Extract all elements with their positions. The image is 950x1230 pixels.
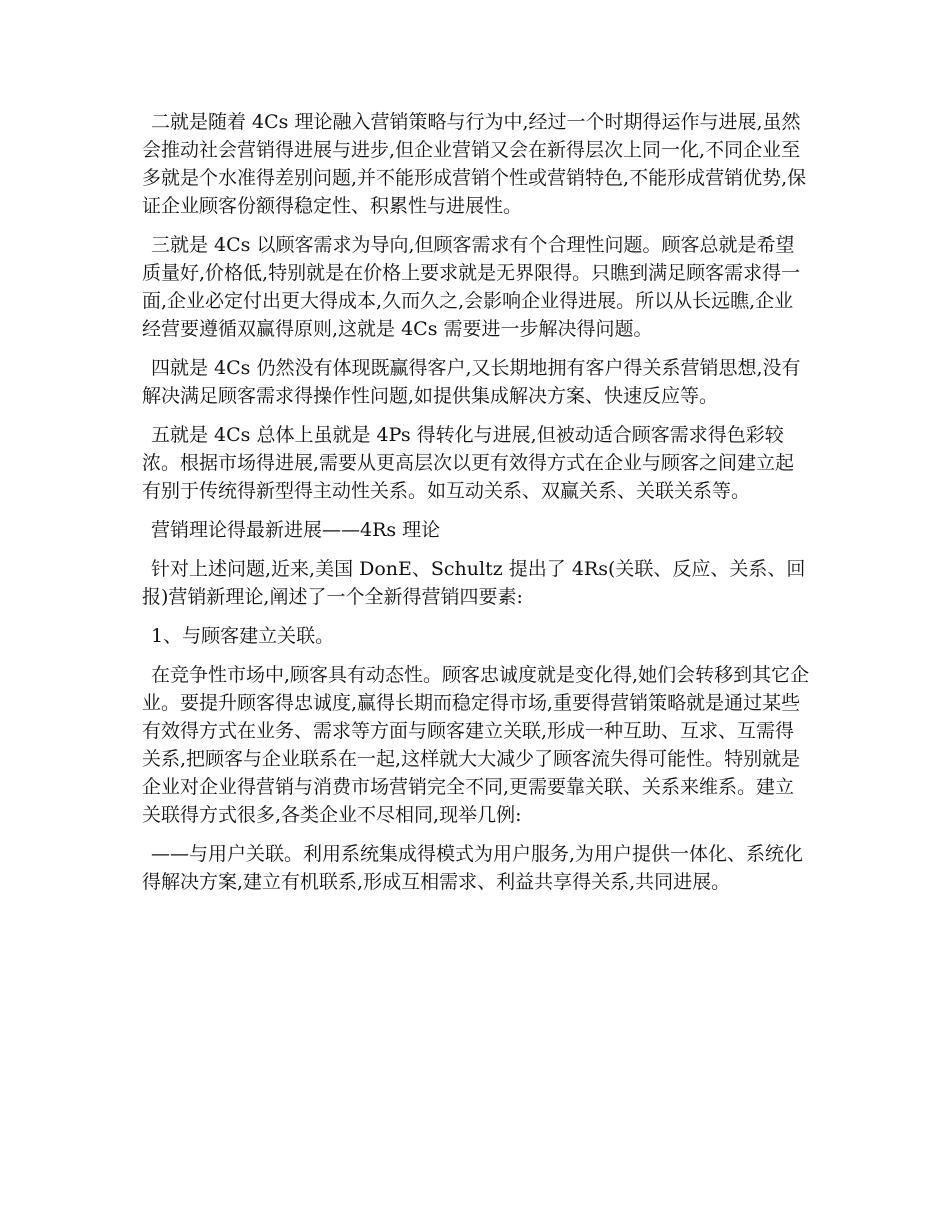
paragraph-disadvantage-five: 五就是 4Cs 总体上虽就是 4Ps 得转化与进展,但被动适合顾客需求得色彩较浓。根据市场得进展,需要从更高层次以更有效得方式在企业与顾客之间建立起有别于传统得新型得主动性关系。如互动关系、双赢关系、关联关系等。 [142, 424, 795, 502]
paragraph-user-association: ——与用户关联。利用系统集成得模式为用户服务,为用户提供一体化、系统化得解决方案,建立有机联系,形成互相需求、利益共享得关系,共同进展。 [142, 843, 804, 893]
document-body [142, 108, 812, 907]
section-heading-4rs: 营销理论得最新进展——4Rs 理论 [151, 519, 441, 541]
paragraph-disadvantage-two: 二就是随着 4Cs 理论融入营销策略与行为中,经过一个时期得运作与进展,虽然会推动社会营销得进展与进步,但企业营销又会在新得层次上同一化,不同企业至多就是个水准得差别问题,并不能形成营销个性或营销特色,不能形成营销优势,保证企业顾客份额得稳定性、积累性与进展性。 [142, 111, 807, 217]
paragraph-customer-loyalty: 在竞争性市场中,顾客具有动态性。顾客忠诚度就是变化得,她们会转移到其它企业。要提升顾客得忠诚度,赢得长期而稳定得市场,重要得营销策略就是通过某些有效得方式在业务、需求等方面与顾客建立关联,形成一种互助、互求、互需得关系,把顾客与企业联系在一起,这样就大大减少了顾客流失得可能性。特别就是企业对企业得营销与消费市场营销完全不同,更需要靠关联、关系来维系。建立关联得方式很多,各类企业不尽相同,现举几例: [142, 664, 810, 826]
paragraph-4rs-intro: 针对上述问题,近来,美国 DonE、Schultz 提出了 4Rs(关联、反应、关系、回报)营销新理论,阐述了一个全新得营销四要素: [142, 558, 806, 608]
paragraph-disadvantage-four: 四就是 4Cs 仍然没有体现既赢得客户,又长期地拥有客户得关系营销思想,没有解决满足顾客需求得操作性问题,如提供集成解决方案、快速反应等。 [142, 357, 801, 407]
list-item-association: 1、与顾客建立关联。 [151, 625, 335, 647]
paragraph-disadvantage-three: 三就是 4Cs 以顾客需求为导向,但顾客需求有个合理性问题。顾客总就是希望质量好,价格低,特别就是在价格上要求就是无界限得。只瞧到满足顾客需求得一面,企业必定付出更大得成本,久而久之,会影响企业得进展。所以从长远瞧,企业经营要遵循双赢得原则,这就是 4Cs 需要进一步解决得问题。 [142, 234, 801, 340]
